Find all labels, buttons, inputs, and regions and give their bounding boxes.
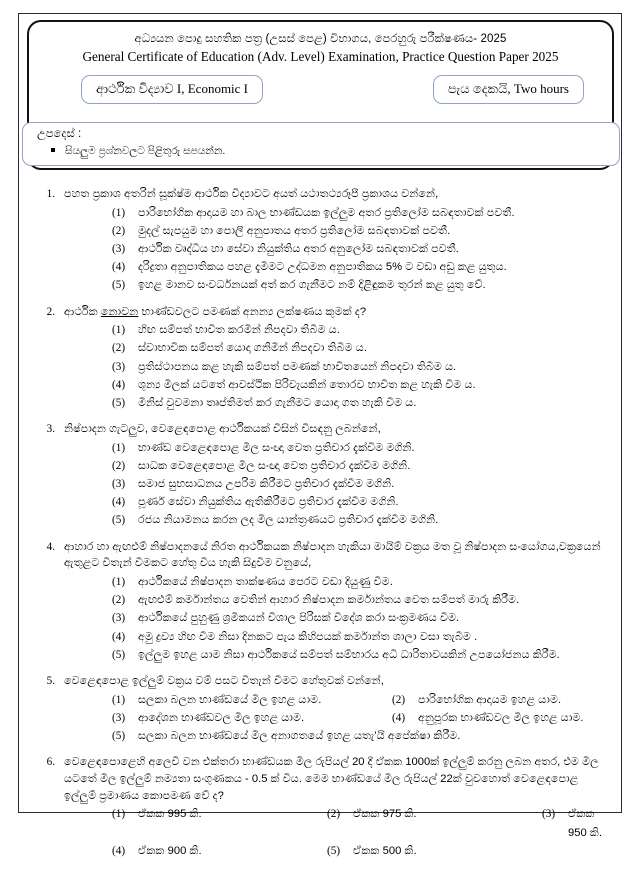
- option-key: (3): [112, 478, 126, 491]
- option-text: අනුපූරක භාණ්ඩවල මිල ඉහළ යාම.: [418, 711, 584, 724]
- option-item[interactable]: [112, 222, 606, 240]
- option-item[interactable]: [112, 591, 606, 609]
- option-item[interactable]: [112, 339, 606, 357]
- option-item[interactable]: [112, 475, 606, 493]
- subject-pill: ආර්ථික විද්‍යාව I, Economic I: [81, 75, 263, 104]
- option-text: ඇඟළුම් කර්මාන්තය වෙතින් ආහාර නිෂ්පාදන කර්මාන්තය වෙත සම්පත් මාරු කිරීම.: [138, 594, 520, 607]
- option-item[interactable]: [112, 573, 606, 591]
- question-block: [34, 539, 606, 664]
- option-text: මුදල් සැපයුම හා පොලී අනුපාතය අතර ප්‍රතිලෝම සබඳතාවක් පවතී.: [138, 224, 451, 237]
- option-item[interactable]: [392, 709, 606, 727]
- option-item[interactable]: [112, 439, 606, 457]
- question-stem-row: [34, 186, 606, 203]
- option-key: (2): [112, 594, 126, 607]
- option-key: (4): [112, 378, 126, 391]
- option-key: (5): [112, 648, 126, 661]
- option-text: ආර්ථිකයේ නිෂ්පාදන තාක්ෂණය පෙරට වඩා දියුණු වීම.: [138, 576, 393, 589]
- option-key: (4): [112, 261, 126, 274]
- question-block: [34, 673, 606, 745]
- instruction-item-text: සියලුම ප්‍රශ්නවලට පිළිතුරු සපයන්න.: [65, 145, 226, 157]
- option-text: ශුන්‍ය මිලක් යටතේ ආවස්ථික පිරිවැයකින් තොරව භාවිත කළ හැකි වීම ය.: [138, 378, 476, 391]
- option-key: (3): [112, 612, 126, 625]
- option-text: පූර්ණ සේවා නියුක්තිය ඇතිකිරීමට ප්‍රතිචාර දැක්වීම මගිනි.: [138, 496, 399, 509]
- option-text: ආර්ථිකයේ පුහුණු ශ්‍රමිකයන් විශාල පිරිසක් විදේශ කරා සංක්‍රමණය වීම.: [138, 612, 460, 625]
- question-number: 4.: [46, 540, 55, 553]
- option-key: (3): [112, 360, 126, 373]
- instructions-box: [22, 122, 620, 166]
- option-text: දරිද්‍රතා අනුපාතිකය පහළ දැමීමට උද්ධමන අනුපාතිකය 5% ට වඩා අඩු කළ යුතුය.: [138, 261, 507, 274]
- option-text: මිනිස් වුවමනා තෘප්තිමත් කර ගැනීමට යොදා ගත හැකි වීම ය.: [138, 396, 417, 409]
- option-key: (3): [112, 243, 126, 256]
- option-text: ආර්ථික වෘද්ධිය හා සේවා නියුක්තිය අතර අනුලෝම සබඳතාවක් පවතී.: [138, 243, 459, 256]
- subject-duration-row: [29, 75, 612, 105]
- option-item[interactable]: [112, 358, 606, 376]
- bullet-icon: [51, 148, 55, 152]
- option-text: ආදේශන භාණ්ඩවල මිල ඉහළ යාම.: [138, 711, 305, 724]
- option-key: (1): [112, 576, 126, 589]
- option-text: ඒකක 975 කි.: [353, 808, 417, 821]
- option-item[interactable]: [392, 691, 606, 709]
- question-stem-text: වෙළෙඳපොළෙහි අලෙවි වන එක්තරා භාණ්ඩයක මිල රුපියල් 20 දී ඒකක 1000ක් ඉල්ලුම් කරනු ලබන අතර, එම මිල යටතේ මිල ඉල්ලුම් නම්‍යතා සංගුණකය - 0.5 ක් විය. මෙම භාණ්ඩයේ මිල රුපියල් 22ක් වුවහොත් වෙළෙඳපොළ ඉල්ලුම් ප්‍රමාණය කොපමණ වේ ද?: [64, 756, 599, 802]
- question-stem-text: ආහාර හා ඇඟළුම් නිෂ්පාදනයේ නිරත ආර්ථිකයක නිෂ්පාදන හැකියා මායිම් වක්‍රය මත වූ නිෂ්පාදන සංයෝගය,වක්‍රයෙන් ඇතුළට විතැන් වීමකට හේතු විය හැකි සිදුවීම වනුයේ,: [64, 540, 601, 570]
- option-item[interactable]: [112, 240, 606, 258]
- question-stem: [64, 673, 606, 690]
- option-item[interactable]: [112, 805, 327, 841]
- option-text: පාරිභෝගික ආදායම ඉහළ යාම.: [418, 693, 562, 706]
- question-block: [34, 754, 606, 860]
- option-key: (2): [392, 693, 406, 706]
- option-key: (1): [112, 441, 126, 454]
- question-block: [34, 304, 606, 413]
- option-list: [34, 204, 606, 295]
- option-key: (4): [112, 844, 126, 857]
- option-key: (5): [112, 729, 126, 742]
- option-text: ඉල්ලුම ඉහළ යාම නිසා ආර්ථිකයේ සම්පත් සම්භාරය අධි ධාරිතාවයකින් උපයෝජනය කිරීම.: [138, 648, 560, 661]
- option-item[interactable]: [112, 258, 606, 276]
- option-text: ස්වාභාවික සම්පත් යොදා ගනිමින් නිපදවා තිබීම ය.: [138, 342, 367, 355]
- option-key: (5): [112, 514, 126, 527]
- option-text: සලකා බලන භාණ්ඩයේ මිල ඉහළ යාම.: [138, 693, 322, 706]
- question-stem: [64, 186, 606, 203]
- option-item[interactable]: [112, 457, 606, 475]
- option-item[interactable]: [112, 394, 606, 412]
- question-stem: [64, 421, 606, 438]
- exam-title-sinhala: අධ්‍යයන පොදු සහතික පත්‍ර (උසස් පෙළ) විභාගය, පෙරහුරු පරීක්ෂණය- 2025: [134, 33, 507, 45]
- option-text: සලකා බලන භාණ්ඩයේ මිල අනාගතයේ ඉහළ යතැ’යි අපේක්ෂා කිරීම.: [138, 729, 461, 742]
- option-item[interactable]: [542, 805, 606, 841]
- question-stem-text: පහත ප්‍රකාශ අතරින් සූක්ෂ්ම ආර්ථික විද්‍යාවට අයත් යථාතථ්‍යරූපී ප්‍රකාශය වන්නේ,: [64, 188, 439, 200]
- question-stem: [64, 304, 606, 321]
- option-item[interactable]: [327, 842, 542, 860]
- option-key: (2): [112, 342, 126, 355]
- option-list: [34, 805, 606, 859]
- option-text: ඒකක 500 කි.: [353, 844, 417, 857]
- question-block: [34, 186, 606, 295]
- option-item[interactable]: [112, 646, 606, 664]
- question-number: 5.: [46, 674, 55, 687]
- question-stem-text: නිෂ්පාදන ගැටලුව, වෙළෙඳපොළ ආර්ථිකයක් විසින් විසඳනු ලබන්නේ,: [64, 423, 381, 435]
- question-number: 1.: [46, 188, 55, 200]
- option-key: (3): [112, 711, 126, 724]
- option-key: (5): [327, 844, 341, 857]
- question-block: [34, 421, 606, 530]
- option-key: (1): [112, 324, 126, 337]
- question-number: 2.: [46, 305, 55, 318]
- question-stem: [64, 754, 606, 804]
- option-key: (4): [112, 630, 126, 643]
- option-item[interactable]: [112, 204, 606, 222]
- option-key: (2): [327, 808, 341, 821]
- option-list: [34, 573, 606, 664]
- option-item[interactable]: [112, 493, 606, 511]
- question-stem-row: [34, 421, 606, 438]
- option-item[interactable]: [112, 691, 392, 709]
- option-key: (2): [112, 459, 126, 472]
- option-text: ඉහළ මානව සංවර්ධනයක් අත් කර ගැනීමට නම් දිළිඳුකම තුරන් කළ යුතු වේ.: [138, 279, 486, 292]
- option-item[interactable]: [112, 842, 327, 860]
- question-stem-row: [34, 754, 606, 804]
- option-list: [34, 439, 606, 530]
- option-text: ඒකක 950 කි.: [568, 808, 602, 839]
- instruction-item: [65, 145, 619, 158]
- option-text: රජය නියාමනය කරන ලද මිල යාන්ත්‍රණයට ප්‍රතිචාර දැක්වීම මගිනි.: [138, 514, 439, 527]
- option-text: පාරිභෝගික ආදායම හා බාල භාණ්ඩයක ඉල්ලුම අතර ප්‍රතිලෝම සබඳතාවක් පවතී.: [138, 206, 515, 219]
- option-text: ඒකක 900 කි.: [138, 844, 202, 857]
- question-stem-text: වෙළෙඳපොළ ඉල්ලුම් වක්‍රය වම් පසට විතැන් වීමට හේතුවක් වන්නේ,: [64, 674, 384, 687]
- question-stem-text-tail: භාණ්ඩවලට පමණක් අනන්‍ය ලක්ෂණය කුමක් ද?: [138, 305, 367, 318]
- option-text: ඒකක 995 කි.: [138, 808, 202, 821]
- question-stem-row: [34, 539, 606, 573]
- option-text: අමු ද්‍රව්‍ය හිඟ වීම නිසා දිනකට පැය කිහිපයක් කර්මාන්ත ශාලා වසා තැබීම .: [138, 630, 478, 643]
- question-stem-row: [34, 673, 606, 690]
- option-list: [34, 691, 606, 745]
- option-text: භාණ්ඩ වෙළෙඳපොළ මිල සංඥා වෙත ප්‍රතිචාර දැක්වීම මගිනි.: [138, 441, 415, 454]
- question-number: 6.: [46, 756, 55, 769]
- question-number: 3.: [46, 423, 55, 435]
- option-key: (5): [112, 396, 126, 409]
- option-key: (4): [112, 496, 126, 509]
- option-key: (1): [112, 693, 126, 706]
- question-stem-row: [34, 304, 606, 321]
- option-item[interactable]: [112, 321, 606, 339]
- option-text: සමාජ සුභසාධනය උපරිම කිරීමට ප්‍රතිචාර දැක්වීම මගිනි.: [138, 478, 395, 491]
- option-key: (2): [112, 224, 126, 237]
- option-text: ප්‍රතිස්ථාපනය කළ හැකි සම්පත් පමණක් භාවිතයෙන් නිපදවා තිබීම ය.: [138, 360, 457, 373]
- question-stem-text: ආර්ථික: [64, 305, 101, 318]
- questions-container: [18, 186, 622, 869]
- option-item[interactable]: [112, 709, 392, 727]
- option-item[interactable]: [112, 609, 606, 627]
- option-item[interactable]: [112, 511, 606, 529]
- exam-title-english: General Certificate of Education (Adv. Level) Examination, Practice Question Paper 2025: [82, 49, 559, 65]
- option-key: (5): [112, 279, 126, 292]
- option-list: [34, 321, 606, 412]
- option-text: හිඟ සම්පත් භාවිත කරමින් නිපදවා තිබීම ය.: [138, 324, 340, 337]
- option-key: (3): [542, 808, 556, 821]
- option-item[interactable]: [112, 727, 606, 745]
- question-stem-emphasis: නොවන: [100, 305, 139, 318]
- option-item[interactable]: [112, 276, 606, 294]
- option-key: (4): [392, 711, 406, 724]
- option-item[interactable]: [327, 805, 542, 841]
- duration-pill: පැය දෙකයි, Two hours: [433, 75, 584, 104]
- option-text: සාධක වෙළෙඳපොළ මිල සංඥා වෙත ප්‍රතිචාර දැක්වීම මගිනි.: [138, 459, 411, 472]
- option-key: (1): [112, 808, 126, 821]
- instructions-title: උපදෙස් :: [37, 128, 82, 140]
- option-item[interactable]: [112, 376, 606, 394]
- option-key: (1): [112, 206, 126, 219]
- question-stem: [64, 539, 606, 573]
- option-item[interactable]: [112, 628, 606, 646]
